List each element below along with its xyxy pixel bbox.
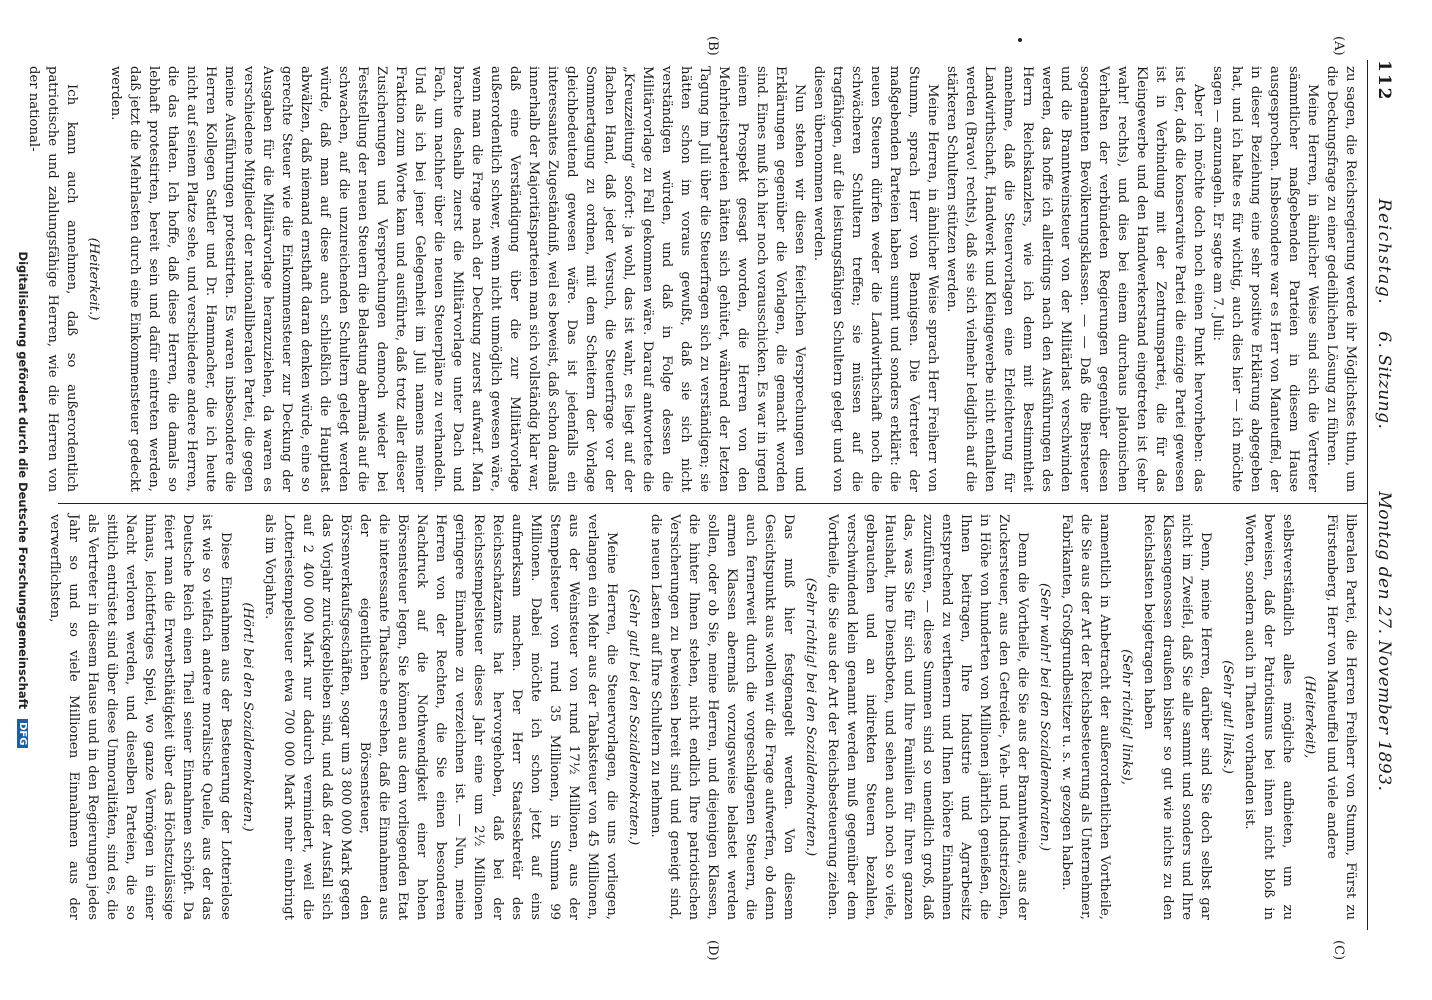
text-paragraph: zu sagen, die Reichsregierung werde ihr Möglichstes thun, um die Deckungsfrage zu einer gedeihlichen Lösung zu führen. (1324, 66, 1358, 492)
text-paragraph: Aber ich möchte doch noch einen Punkt hervorheben: das ist der, daß die konservative Partei die einzige Partei gewesen ist in Verbindung mit der Zentrumspartei, die für das Kleingewerbe und den Handwerkerstand eingetreten ist (sehr wahr! rechts), und dies bei einem durchaus platonischen Verhalten der verbündeten Regierungen gegenüber diesen sogenannten Bevölkerungsklassen. — — Daß die Biersteuer und die Branntweinsteuer von der Militärlast verschwinden werden, das hoffe ich allerdings nach den Ausführungen des Herrn Reichskanzlers, wie ich denn mit Bestimmtheit annehme, daß die Steuervorlagen eine Erleichterung für Landwirthschaft, Handwerk und Kleingewerbe nicht enthalten werden (Bravo! rechts), daß sie sich vielmehr lediglich auf die stärkeren Schultern stützen werden. (944, 66, 1206, 492)
stage-direction: (Sehr wahr! bei den Sozialdemokraten.) (1037, 583, 1052, 851)
running-title (1374, 60, 1394, 930)
text-paragraph: Denn die Vortheile, die Sie aus der Branntweine, aus der Zuckersteuer, aus den Getreide-, Vieh- und Industriezöllen, in Höhe von hunderten von Millionen jährlich genießen, die Ihnen beitragen, Ihre Industrie und Agrarbesitz entsprechend zu verthenern und Ihnen höhere Einnahmen zuzuführen, — diese Summen sind so unendlich groß, daß das, was Sie für sich und Ihre Familien für Ihren ganzen Haushalt, Ihre Dienstboten, und sehen auch noch so viele, gebrauchen und an indirekten Steuern bezahlen, verschwindend klein genannt werden muß gegenüber dem Vortheile, die Sie aus der Art der Reichsbesteuerung ziehen. (825, 514, 1030, 920)
stage-direction: (Sehr richtig! bei den Sozialdemokraten.) (803, 577, 818, 857)
credit-text: Digitalisierung gefördert durch die Deutsche Forschungsgemeinschaft (16, 251, 30, 710)
margin-marker-a: (A) (1331, 36, 1346, 56)
left-text-column (26, 66, 1360, 492)
running-header (1368, 60, 1394, 930)
text-paragraph: Nun stehen wir diesen feierlichen Versprechungen und Erklärungen gegenüber die Vorlagen, die gemacht worden sind. Eines muß ich hier noch vorausschicken. Es war in irgend einem Prospekt gesagt worden, die Herren von den Mehrheitsparteien hätten sich gehütet, während der letzten Tagung im Juli über die Steuerfragen sich zu verständigen; sie hätten schon im voraus gewußt, daß sie sich nicht verständigen würden, und daß in Folge dessen die Militärvorlage zu Fall gekommen wäre. Darauf antwortete die „Kreuzzeitung“ sofort: ja wohl, das ist wahr, es liegt auf der flachen Hand, daß jeder Versuch, die Steuerfrage vor der Sommertagung zu ordnen, mit dem Scheitern der Vorlage gleichbedeutend gewesen wäre. Das ist jedenfalls ein interessantes Zugeständniß, weil es beweist, daß schon damals innerhalb der Majoritätsparteien man sich vollständig klar war, daß eine Verständigung über die zur Militärvorlage außerordentlich schwer, wenn nicht unmöglich gewesen wäre, wenn man die Frage nach der Deckung zuerst aufwarf. Man brachte deshalb zuerst die Militärvorlage unter Dach und Fach, um nachher über die neuen Steuerpläne zu verhandeln. Und als ich bei jener Gelegenheit im Juli namens meiner Fraktion zum Worte kam und ausführte, daß trotz aller dieser Zusicherungen und Versprechungen dennoch wieder bei Feststellung der neuen Steuern die Belastung abermals auf die schwachen, auf die unzureichenden Schultern gelegt werden würde, daß man auf diese auch schließlich die Hauptlast abwälzen, daß niemand ernsthaft daran denken würde, eine so gerechte Steuer wie die Einkommensteuer zur Deckung der Ausgaben für die Militärvorlage heranzuziehen, da waren es verschiedene Mitglieder der nationalliberalen Partei, die gegen meine Ausführungen protestirten. Es waren insbesondere die Herren Kollegen Sattler und Dr. Hammacher, die ich heute nicht auf seinem Platze sehe, und verschiedene andere Herren, die das thaten. Ich hoffe, daß diese Herren, die damals so lebhaft protestirten, bereit sein und dafür eintreten werden, daß jetzt die Mehrlasten durch eine Einkommensteuer gedeckt werden. (108, 66, 807, 492)
stage-direction: (Sehr richtig! links), (1119, 649, 1134, 785)
header-title: Reichstag. (1374, 198, 1394, 306)
text-paragraph: Meine Herren, die Steuervorlagen, die uns vorliegen, verlangen ein Mehr aus der Tabaksteuer von 45 Millionen, aus der Weinsteuer von rund 17½ Millionen, aus der Stempelsteuer von rund 35 Millionen, in Summa 99 Millionen. Dabei möchte ich schon jetzt auf eins aufmerksam machen. Der Herr Staatssekretär des Reichsschatzamts hat hervorgehoben, daß bei der Reichsstempelsteuer dieses Jahr eine um 2½ Millionen geringere Einnahme zu verzeichnen ist. — Nun, meine Herren von der Rechten, die Sie einen besonderen Nachdruck auf die Nothwendigkeit einer hohen Börsensteuer legen, Sie können aus dem vorliegenden Etat die interessante Thatsache ersehen, daß die Einnahmen aus der eigentlichen Börsensteuer, den Börsenverkaufsgeschäften, sogar um 3 800 000 Mark gegen das Vorjahr zurückgeblieben sind, und daß der Ausfall sich auf 2 400 000 Mark nur dadurch vermindert, weil die Lotteriestempelsteuer etwa 700 000 Mark mehr einbringt als im Vorjahre. (262, 514, 619, 920)
stage-direction: (Heiterkeit.) (86, 237, 101, 321)
text-paragraph: Denn, meine Herren, darüber sind Sie doch selbst gar nicht im Zweifel, daß Sie alle sammt und sonders und Ihre Klassengenossen draußen bisher so gut wie nichts zu den Reichslasten beigetragen haben (1141, 514, 1213, 920)
text-paragraph: namentlich in Anbetracht der außerordentlichen Vortheile, die Sie aus der Art der Reichsbesteuerung als Unternehmer, Fabrikanten, Großgrundbesitzer u. s. w. gezogen haben. (1059, 514, 1112, 920)
stage-direction: (Sehr gut! bei den Sozialdemokraten.) (626, 588, 641, 846)
text-paragraph: liberalen Partei, die Herren Freiherr von Stumm, Fürst zu Fürstenberg, Herr von Manteuffel und viele andere (1324, 514, 1358, 920)
text-paragraph: Meine Herren, in ähnlicher Weise sind sich die Vertreter sämmtlicher maßgebenden Parteien in diesem Hause ausgesprochen. Insbesondere war es Herr von Manteuffel, der in dieser Beziehung eine sehr positive Erklärung abgegeben hat, und ich halte es für wichtig, auch dies hier — ich möchte sagen — anzunageln. Er sagte am 7. Juli: (1210, 66, 1320, 492)
stage-direction: (Hört! bei den Sozialdemokraten.) (240, 602, 255, 832)
stage-direction: (Sehr gut! links.) (1220, 660, 1235, 774)
text-paragraph: Ich kann auch annehmen, daß so außerordentlich patriotische und zahlungsfähige Herren, wie die Herren von der national- (26, 66, 79, 492)
margin-marker-c: (C) (1331, 940, 1346, 961)
page-number: 112 (1374, 60, 1394, 102)
margin-marker-d: (D) (705, 940, 720, 961)
dfg-logo: DFG (17, 719, 28, 748)
text-paragraph: selbstverständlich alles mögliche aufbieten, um zu beweisen, daß der Patriotismus bei ihnen nicht bloß in Worten, sondern auch in Thaten vorhanden ist. (1242, 514, 1295, 920)
right-text-column (47, 514, 1360, 920)
header-rule (1367, 60, 1368, 930)
margin-marker-b: (B) (705, 36, 720, 56)
header-sitting: 6. Sitzung. (1374, 331, 1394, 430)
ink-speck (1018, 38, 1022, 42)
header-date: Montag den 27. November 1893. (1374, 491, 1394, 792)
digitization-credit (16, 0, 30, 1000)
text-paragraph: Diese Einnahmen aus der Besteuerung der Lotterielose ist wie so vielfach andere moralische Quelle, aus der das Deutsche Reich einen Theil seiner Einnahmen schöpft. Da feiert man die Erwerbsthätigkeit über das Höchstzulässige hinaus, leichtfertiges Spiel, wo ganze Vermögen in einer Nacht verloren werden, und dieselben Parteien, die so sittlich entrüstet sind über diese Unmoralitäten, sind es, die als Vertreter in diesem Hause und in den Regierungen jedes Jahr so und so viele Millionen Einnahmen aus der verwerflichsten, (47, 514, 233, 920)
text-paragraph: Das muß hier festgenagelt werden. Von diesem Gesichtspunkt aus wollen wir die Frage aufwerfen, ob denn auch fernerweit durch die vorgeschlagenen Steuern, die armen Klassen abermals vorzugsweise belastet werden sollen, oder ob Sie, meine Herren, und diejenigen Klassen, die hinter Ihnen stehen, nicht endlich Ihre patriotischen Versicherungen zu beweisen bereit sind und geneigt sind, die neuen Lasten auf Ihre Schultern zu nehmen. (648, 514, 796, 920)
stage-direction: (Heiterkeit), (1302, 675, 1317, 759)
column-divider (58, 503, 1368, 504)
text-paragraph: Meine Herren, in ähnlicher Weise sprach Herr Freiherr von Stumm, sprach Herr von Bennigsen. Die Vertreter der maßgebenden Parteien haben summt und sonders erklärt: die neuen Steuern dürfen weder die Landwirthschaft noch die schwächeren Schultern treffen; sie müssen auf die tragfähigen, auf die leistungsfähigen Schultern gelegt und von diesen übernommen werden. (811, 66, 940, 492)
